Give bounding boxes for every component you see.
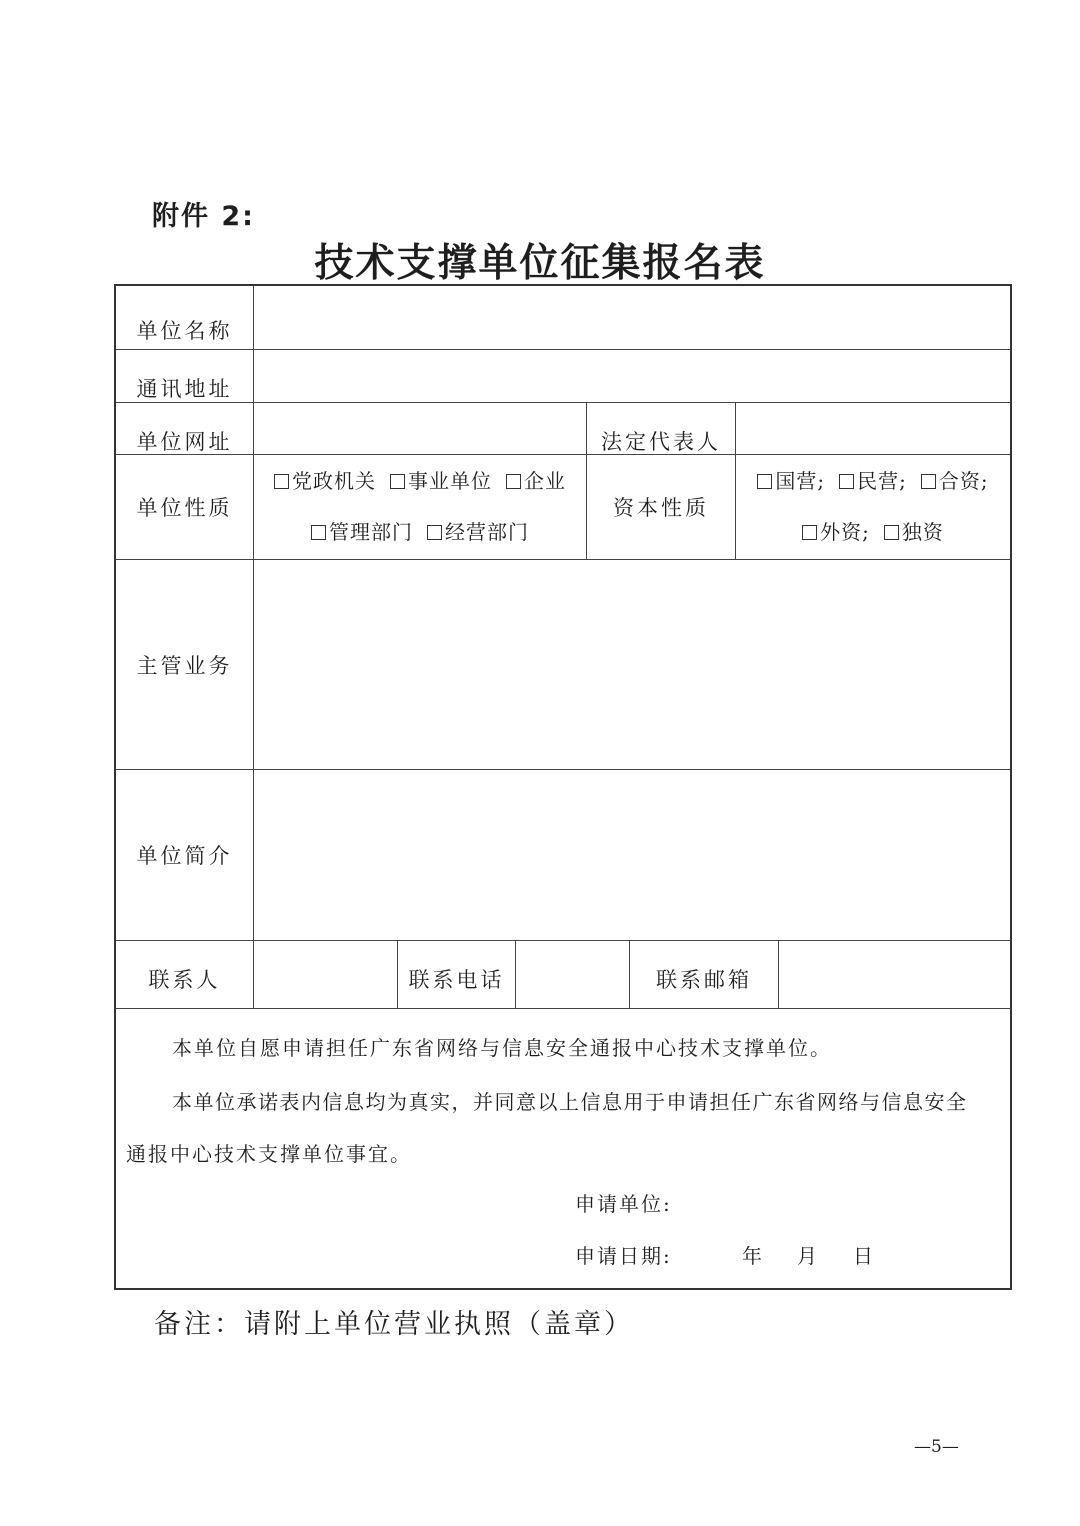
option-label: 事业单位: [408, 469, 492, 493]
option-state-owned[interactable]: [757, 456, 825, 507]
option-label: 外资;: [820, 520, 870, 544]
declaration-line-3: 通报中心技术支撑单位事宜。: [126, 1142, 412, 1166]
main-business-label: 主管业务: [136, 653, 233, 678]
month-label: 月: [797, 1244, 819, 1268]
declaration-line-1: 本单位自愿申请担任广东省网络与信息安全通报中心技术支撑单位。: [172, 1036, 832, 1060]
note-text: 备注：请附上单位营业执照（盖章）: [154, 1309, 634, 1340]
contact-email-label: 联系邮箱: [656, 967, 752, 992]
unit-nature-label: 单位性质: [136, 496, 233, 520]
unit-nature-options: [254, 455, 586, 559]
contact-person-label: 联系人: [148, 967, 221, 992]
contact-phone-field[interactable]: [516, 941, 629, 1008]
main-business-field[interactable]: [254, 560, 1010, 769]
unit-name-label: 单位名称: [136, 319, 233, 343]
website-field[interactable]: [254, 403, 586, 454]
checkbox-icon: [390, 474, 405, 489]
declaration-line-2: 本单位承诺表内信息均为真实，并同意以上信息用于申请担任广东省网络与信息安全: [172, 1090, 968, 1114]
option-label: 经营部门: [445, 520, 529, 544]
option-private[interactable]: [839, 456, 907, 507]
checkbox-icon: [839, 474, 854, 489]
checkbox-icon: [311, 525, 326, 540]
option-management-dept[interactable]: [311, 507, 413, 558]
unit-intro-field[interactable]: [254, 770, 1010, 940]
unit-name-field[interactable]: [254, 286, 1010, 349]
option-label: 企业: [524, 469, 566, 493]
contact-phone-label: 联系电话: [408, 967, 505, 992]
unit-intro-label: 单位简介: [136, 844, 233, 868]
option-enterprise[interactable]: [506, 456, 566, 507]
day-label: 日: [853, 1244, 875, 1268]
applicant-label: 申请单位:: [575, 1192, 672, 1216]
option-joint-venture[interactable]: [921, 456, 989, 507]
contact-person-field[interactable]: [254, 941, 397, 1008]
checkbox-icon: [802, 525, 817, 540]
option-label: 合资;: [938, 469, 989, 493]
option-label: 管理部门: [329, 520, 413, 544]
capital-nature-label: 资本性质: [613, 496, 709, 520]
option-business-dept[interactable]: [427, 507, 529, 558]
option-label: 独资: [901, 520, 944, 544]
option-public-institution[interactable]: [390, 456, 492, 507]
checkbox-icon: [757, 474, 772, 489]
option-label: 党政机关: [292, 469, 376, 493]
legal-rep-label: 法定代表人: [601, 430, 721, 454]
option-sole-proprietorship[interactable]: [884, 507, 944, 558]
option-label: 国营;: [775, 469, 826, 493]
registration-form: [114, 284, 1012, 1290]
checkbox-icon: [921, 474, 936, 489]
page-number: —5—: [914, 1437, 959, 1457]
legal-rep-field[interactable]: [736, 403, 1010, 454]
address-field[interactable]: [254, 350, 1010, 402]
option-party-government[interactable]: [274, 456, 376, 507]
option-foreign[interactable]: [802, 507, 870, 558]
attachment-label: 附件 2:: [152, 201, 255, 232]
website-label: 单位网址: [136, 430, 233, 454]
date-label: 申请日期:: [575, 1244, 672, 1268]
capital-nature-options: [736, 455, 1010, 559]
checkbox-icon: [884, 525, 899, 540]
form-title: 技术支撑单位征集报名表: [314, 240, 766, 286]
year-label: 年: [742, 1244, 764, 1268]
contact-email-field[interactable]: [779, 941, 1010, 1008]
checkbox-icon: [427, 525, 442, 540]
checkbox-icon: [506, 474, 521, 489]
option-label: 民营;: [857, 469, 907, 493]
checkbox-icon: [274, 474, 289, 489]
address-label: 通讯地址: [136, 377, 233, 401]
